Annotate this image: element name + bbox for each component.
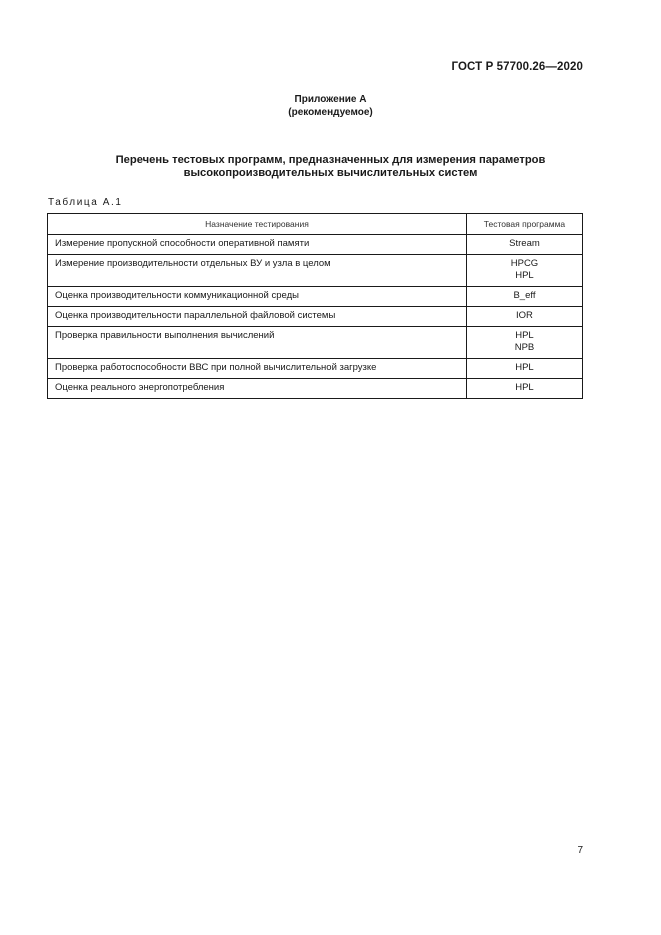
table-row	[48, 235, 583, 255]
program-name: HPL	[515, 330, 534, 341]
cell-purpose: Оценка производительности параллельной файловой системы	[48, 307, 467, 327]
program-name: HPL	[515, 382, 534, 393]
program-name: Stream	[509, 238, 540, 249]
program-name: HPL	[515, 362, 534, 373]
standard-code: ГОСТ Р 57700.26—2020	[451, 61, 583, 73]
cell-program	[466, 327, 582, 359]
program-name: HPL	[515, 270, 534, 281]
column-header-purpose: Назначение тестирования	[48, 214, 467, 235]
cell-purpose: Измерение производительности отдельных ВУ и узла в целом	[48, 255, 467, 287]
table-row	[48, 287, 583, 307]
table-row	[48, 327, 583, 359]
table-header-row	[48, 214, 583, 235]
cell-program	[466, 379, 582, 399]
cell-program	[466, 359, 582, 379]
appendix-heading	[0, 93, 661, 119]
table-row	[48, 255, 583, 287]
test-programs-table	[47, 213, 583, 399]
cell-purpose: Проверка работоспособности ВВС при полной вычислительной загрузке	[48, 359, 467, 379]
cell-purpose: Измерение пропускной способности оперативной памяти	[48, 235, 467, 255]
cell-purpose: Оценка производительности коммуникационной среды	[48, 287, 467, 307]
document-title-line-2: высокопроизводительных вычислительных систем	[183, 167, 478, 179]
cell-program	[466, 255, 582, 287]
appendix-title: Приложение А	[294, 94, 367, 105]
document-title-line-1: Перечень тестовых программ, предназначенных для измерения параметров	[115, 154, 546, 166]
program-name: IOR	[516, 310, 533, 321]
table-caption: Таблица А.1	[48, 197, 123, 208]
page-number: 7	[577, 845, 583, 856]
program-name: NPB	[514, 342, 535, 353]
program-name: HPCG	[510, 258, 539, 269]
table-body	[48, 235, 583, 399]
cell-purpose: Проверка правильности выполнения вычислений	[48, 327, 467, 359]
document-title	[60, 154, 601, 180]
cell-program	[466, 287, 582, 307]
program-name: B_eff	[513, 290, 536, 301]
column-header-program: Тестовая программа	[466, 214, 582, 235]
cell-purpose: Оценка реального энергопотребления	[48, 379, 467, 399]
cell-program	[466, 235, 582, 255]
cell-program	[466, 307, 582, 327]
appendix-status: (рекомендуемое)	[288, 107, 373, 118]
table-row	[48, 307, 583, 327]
table-row	[48, 359, 583, 379]
table-row	[48, 379, 583, 399]
